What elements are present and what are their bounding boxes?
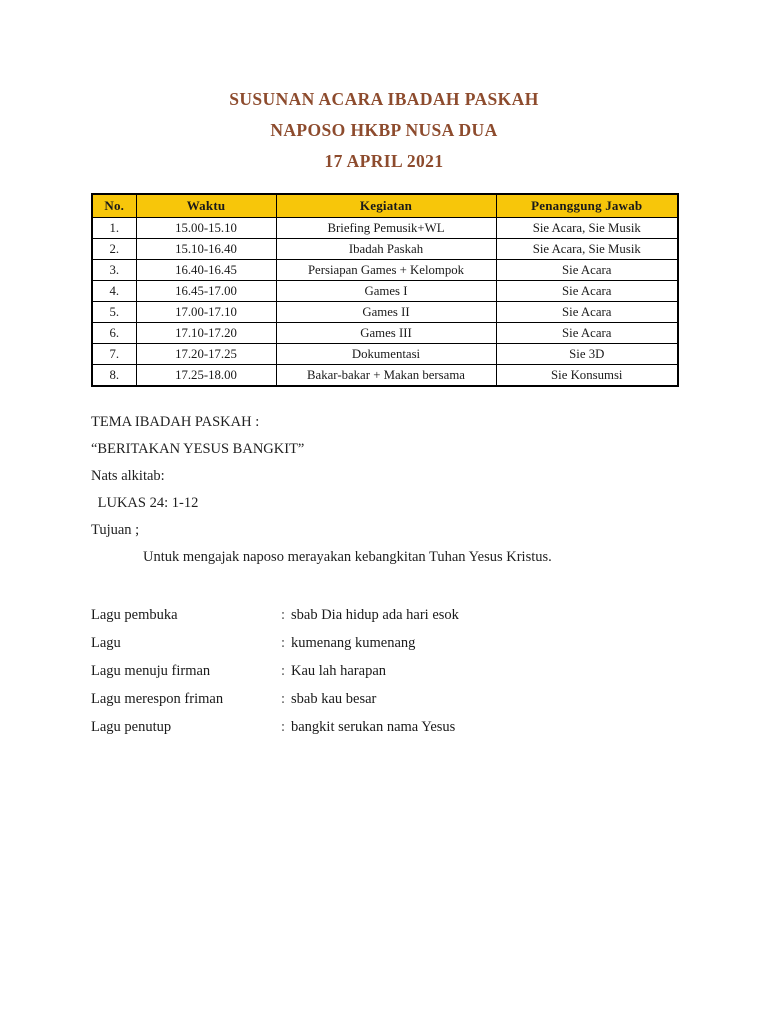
cell-no: 2.	[92, 239, 136, 260]
cell-waktu: 17.25-18.00	[136, 365, 276, 387]
cell-kegiatan: Ibadah Paskah	[276, 239, 496, 260]
cell-waktu: 15.10-16.40	[136, 239, 276, 260]
cell-waktu: 15.00-15.10	[136, 218, 276, 239]
cell-kegiatan: Persiapan Games + Kelompok	[276, 260, 496, 281]
page-title-line-3: 17 APRIL 2021	[324, 151, 444, 171]
song-label: Lagu	[91, 635, 121, 651]
cell-waktu: 17.10-17.20	[136, 323, 276, 344]
cell-no: 6.	[92, 323, 136, 344]
theme-label: TEMA IBADAH PASKAH :	[91, 414, 260, 430]
table-row	[92, 260, 678, 281]
page-title-line-1: SUSUNAN ACARA IBADAH PASKAH	[229, 89, 539, 109]
song-value: bangkit serukan nama Yesus	[291, 719, 456, 735]
cell-kegiatan: Briefing Pemusik+WL	[276, 218, 496, 239]
song-list	[91, 571, 677, 741]
scripture-label: Nats alkitab:	[91, 468, 165, 484]
song-label: Lagu merespon friman	[91, 691, 224, 707]
cell-kegiatan: Dokumentasi	[276, 344, 496, 365]
column-header-waktu: Waktu	[136, 194, 276, 218]
cell-penanggung-jawab: Sie Acara, Sie Musik	[496, 239, 678, 260]
song-value: sbab kau besar	[291, 691, 377, 707]
cell-penanggung-jawab: Sie Acara, Sie Musik	[496, 218, 678, 239]
song-label: Lagu pembuka	[91, 607, 178, 623]
table-header-row	[92, 194, 678, 218]
column-header-no: No.	[92, 194, 136, 218]
cell-penanggung-jawab: Sie Acara	[496, 260, 678, 281]
list-item	[91, 713, 677, 741]
song-separator: :	[281, 691, 286, 707]
column-header-penanggung-jawab: Penanggung Jawab	[496, 194, 678, 218]
cell-waktu: 16.45-17.00	[136, 281, 276, 302]
cell-no: 4.	[92, 281, 136, 302]
list-item	[91, 629, 677, 657]
cell-penanggung-jawab: Sie Acara	[496, 281, 678, 302]
cell-waktu: 16.40-16.45	[136, 260, 276, 281]
cell-penanggung-jawab: Sie Acara	[496, 302, 678, 323]
cell-no: 1.	[92, 218, 136, 239]
table-row	[92, 239, 678, 260]
cell-penanggung-jawab: Sie Konsumsi	[496, 365, 678, 387]
cell-waktu: 17.00-17.10	[136, 302, 276, 323]
table-row	[92, 344, 678, 365]
cell-kegiatan: Games I	[276, 281, 496, 302]
table-row	[92, 323, 678, 344]
song-separator: :	[281, 663, 286, 679]
schedule-table-container	[91, 193, 677, 387]
song-separator: :	[281, 635, 286, 651]
list-item	[91, 601, 677, 629]
song-separator: :	[281, 607, 286, 623]
cell-kegiatan: Games II	[276, 302, 496, 323]
cell-penanggung-jawab: Sie 3D	[496, 344, 678, 365]
cell-no: 7.	[92, 344, 136, 365]
cell-waktu: 17.20-17.25	[136, 344, 276, 365]
song-separator: :	[281, 719, 286, 735]
song-label: Lagu penutup	[91, 719, 172, 735]
document-header	[0, 0, 768, 177]
list-item	[91, 685, 677, 713]
list-item	[91, 657, 677, 685]
column-header-kegiatan: Kegiatan	[276, 194, 496, 218]
song-value: kumenang kumenang	[291, 635, 416, 651]
service-details	[91, 387, 677, 571]
purpose-value: Untuk mengajak naposo merayakan kebangkitan Tuhan Yesus Kristus.	[143, 549, 552, 565]
table-row	[92, 302, 678, 323]
song-value: Kau lah harapan	[291, 663, 387, 679]
purpose-label: Tujuan ;	[91, 522, 140, 538]
schedule-table	[91, 193, 679, 387]
scripture-value: LUKAS 24: 1-12	[94, 495, 199, 511]
cell-kegiatan: Games III	[276, 323, 496, 344]
song-label: Lagu menuju firman	[91, 663, 211, 679]
song-value: sbab Dia hidup ada hari esok	[291, 607, 459, 623]
table-row	[92, 365, 678, 387]
cell-no: 8.	[92, 365, 136, 387]
cell-penanggung-jawab: Sie Acara	[496, 323, 678, 344]
page-title-line-2: NAPOSO HKBP NUSA DUA	[270, 120, 498, 140]
table-row	[92, 281, 678, 302]
cell-no: 5.	[92, 302, 136, 323]
theme-value: “BERITAKAN YESUS BANGKIT”	[91, 441, 305, 457]
cell-kegiatan: Bakar-bakar + Makan bersama	[276, 365, 496, 387]
table-row	[92, 218, 678, 239]
cell-no: 3.	[92, 260, 136, 281]
